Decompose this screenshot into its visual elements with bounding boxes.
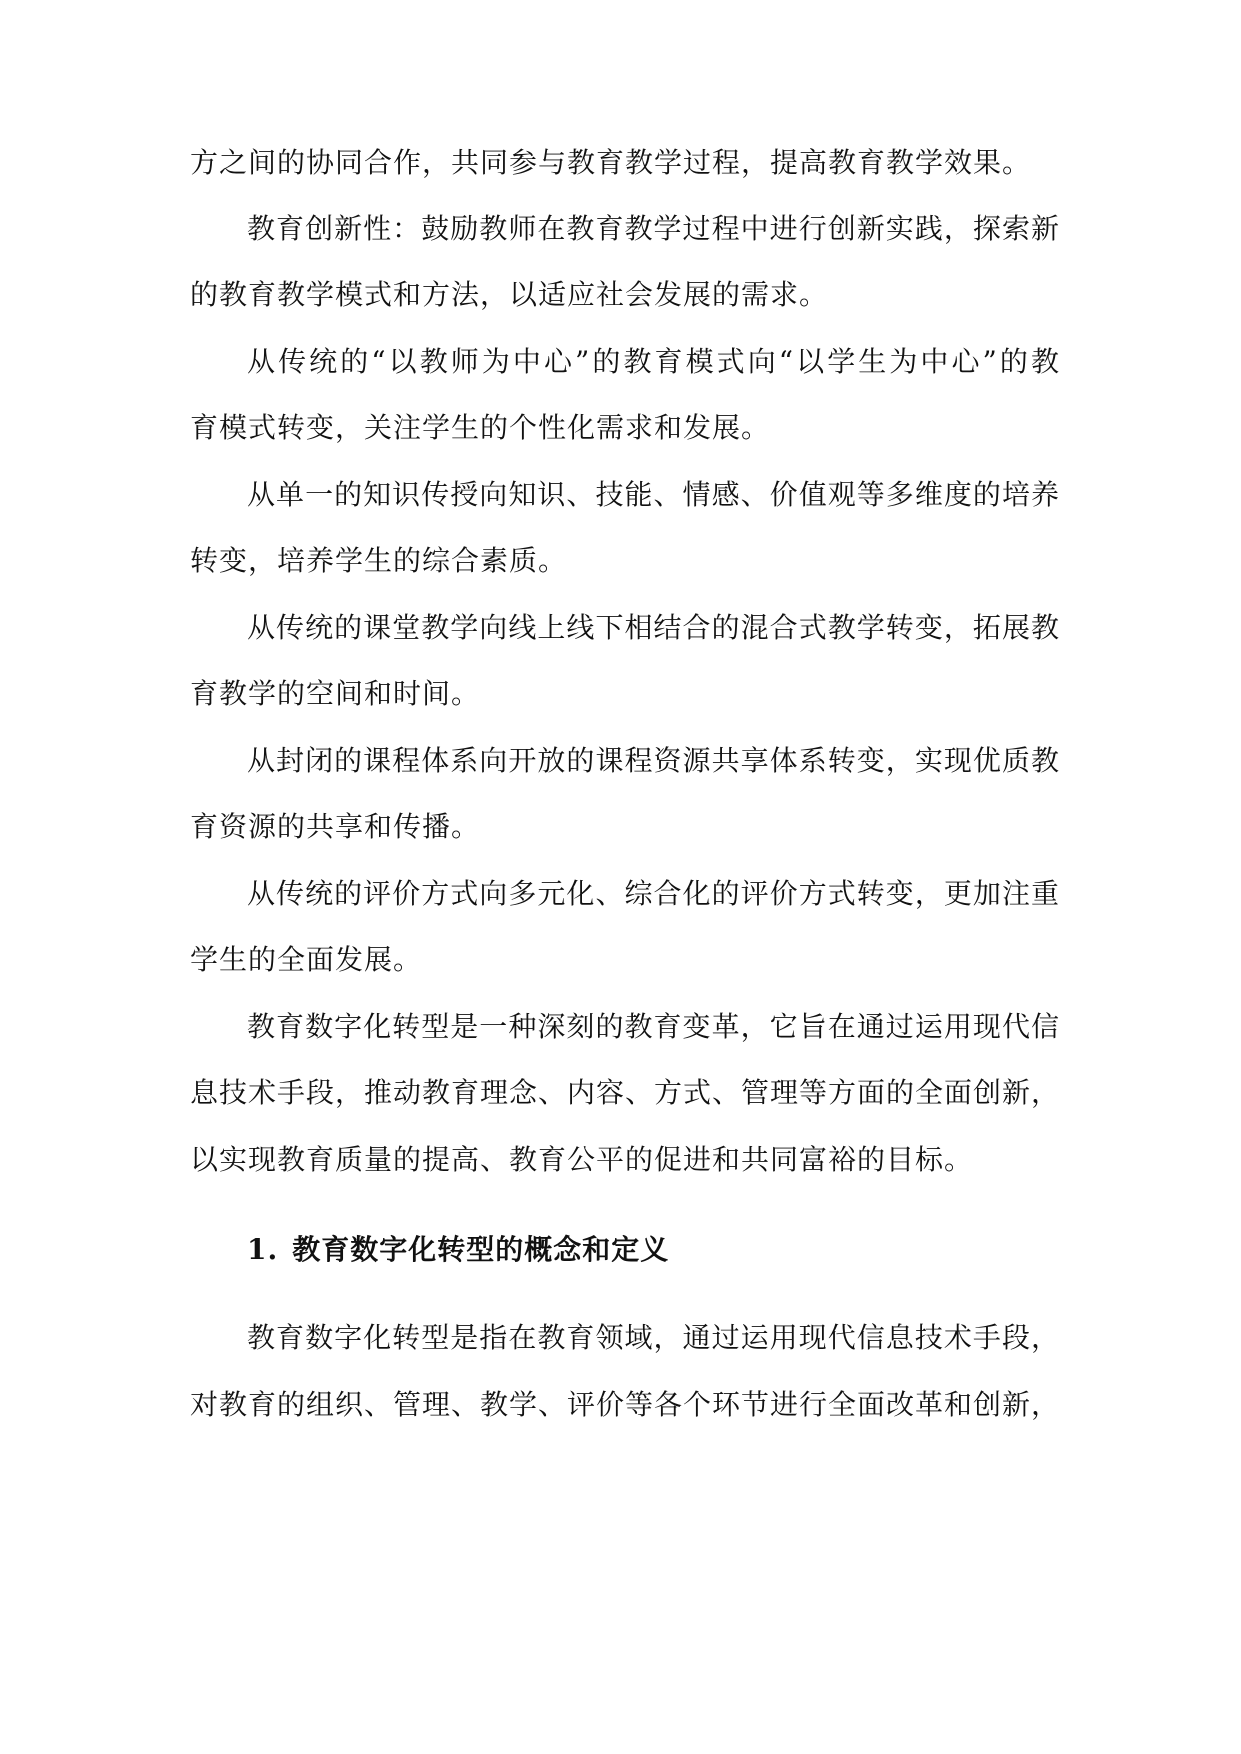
section-heading xyxy=(247,1230,1060,1270)
paragraph-line: 从封闭的课程体系向开放的课程资源共享体系转变，实现优质教 xyxy=(247,744,1060,777)
paragraph-line: 育模式转变，关注学生的个性化需求和发展。 xyxy=(190,411,771,444)
paragraph-line: 的教育教学模式和方法，以适应社会发展的需求。 xyxy=(190,278,829,311)
section-number: 1. xyxy=(247,1233,279,1266)
paragraph-line: 育资源的共享和传播。 xyxy=(190,810,481,843)
paragraph-line: 息技术手段，推动教育理念、内容、方式、管理等方面的全面创新， xyxy=(190,1076,1061,1109)
paragraph-line: 对教育的组织、管理、教学、评价等各个环节进行全面改革和创新， xyxy=(190,1388,1061,1421)
paragraph-line: 从传统的评价方式向多元化、综合化的评价方式转变，更加注重 xyxy=(247,877,1060,910)
paragraph-line: 教育创新性：鼓励教师在教育教学过程中进行创新实践，探索新 xyxy=(247,212,1060,245)
paragraph-line: 方之间的协同合作，共同参与教育教学过程，提高教育教学效果。 xyxy=(190,146,1032,179)
paragraph-line: 从单一的知识传授向知识、技能、情感、价值观等多维度的培养 xyxy=(247,478,1060,511)
paragraph-line: 育教学的空间和时间。 xyxy=(190,677,481,710)
paragraph-line: 教育数字化转型是指在教育领域，通过运用现代信息技术手段， xyxy=(247,1321,1060,1354)
section-title: 教育数字化转型的概念和定义 xyxy=(292,1233,670,1266)
paragraph-line: 转变，培养学生的综合素质。 xyxy=(190,544,568,577)
paragraph-line: 学生的全面发展。 xyxy=(190,943,423,976)
paragraph-line: 教育数字化转型是一种深刻的教育变革，它旨在通过运用现代信 xyxy=(247,1010,1060,1043)
paragraph-line: 以实现教育质量的提高、教育公平的促进和共同富裕的目标。 xyxy=(190,1143,974,1176)
paragraph-line: 从传统的课堂教学向线上线下相结合的混合式教学转变，拓展教 xyxy=(247,611,1060,644)
paragraph-line: 从传统的“以教师为中心”的教育模式向“以学生为中心”的教 xyxy=(247,345,1060,378)
